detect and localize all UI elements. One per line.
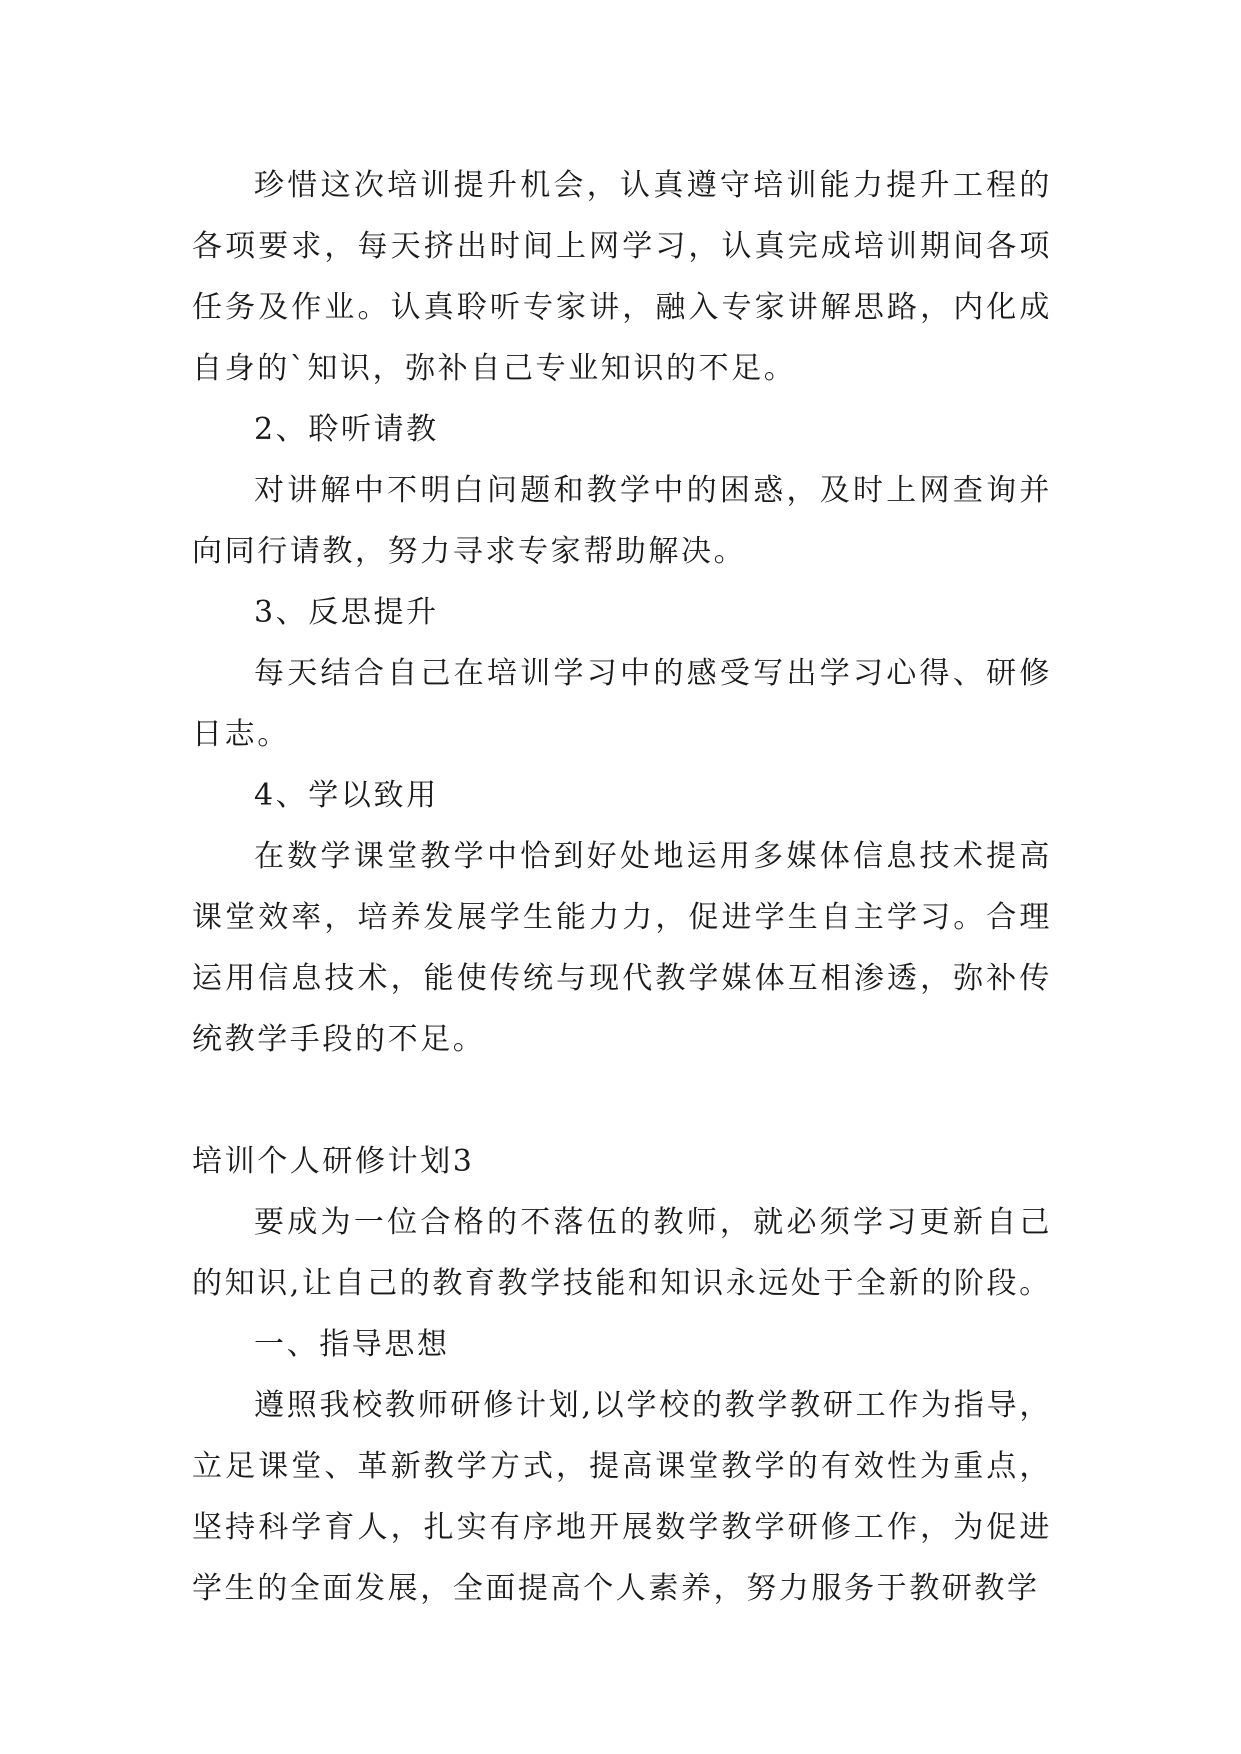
- heading-guiding-thought: 一、指导思想: [254, 1327, 450, 1362]
- paragraph-study: 珍惜这次培训提升机会，认真遵守培训能力提升工程的各项要求，每天挤出时间上网学习，认真完成培训期间各项任务及作业。认真聆听专家讲，融入专家讲解思路，内化成自身的`知识，弥补自己专业知识的不足。: [192, 168, 1052, 386]
- paragraph-apply: 在数学课堂教学中恰到好处地运用多媒体信息技术提高课堂效率，培养发展学生能力力，促进学生自主学习。合理运用信息技术，能使传统与现代教学媒体互相渗透，弥补传统教学手段的不足。: [192, 839, 1052, 1057]
- paragraph-reflect: 每天结合自己在培训学习中的感受写出学习心得、研修日志。: [192, 656, 1052, 752]
- section-title: 培训个人研修计划3: [192, 1144, 475, 1179]
- heading-listen-ask: 2、聆听请教: [254, 412, 439, 447]
- paragraph-intro: 要成为一位合格的不落伍的教师，就必须学习更新自己的知识,让自己的教育教学技能和知识永远处于全新的阶段。: [192, 1205, 1052, 1301]
- document-page: [192, 155, 1052, 1619]
- heading-apply: 4、学以致用: [254, 778, 439, 813]
- paragraph-listen-ask: 对讲解中不明白问题和教学中的困惑，及时上网查询并向同行请教，努力寻求专家帮助解决。: [192, 473, 1052, 569]
- heading-reflect: 3、反思提升: [254, 595, 439, 630]
- paragraph-guiding-thought: 遵照我校教师研修计划,以学校的教学教研工作为指导，立足课堂、革新教学方式，提高课堂教学的有效性为重点，坚持科学育人，扎实有序地开展数学教学研修工作，为促进学生的全面发展，全面提高个人素养，努力服务于教研教学: [192, 1388, 1052, 1606]
